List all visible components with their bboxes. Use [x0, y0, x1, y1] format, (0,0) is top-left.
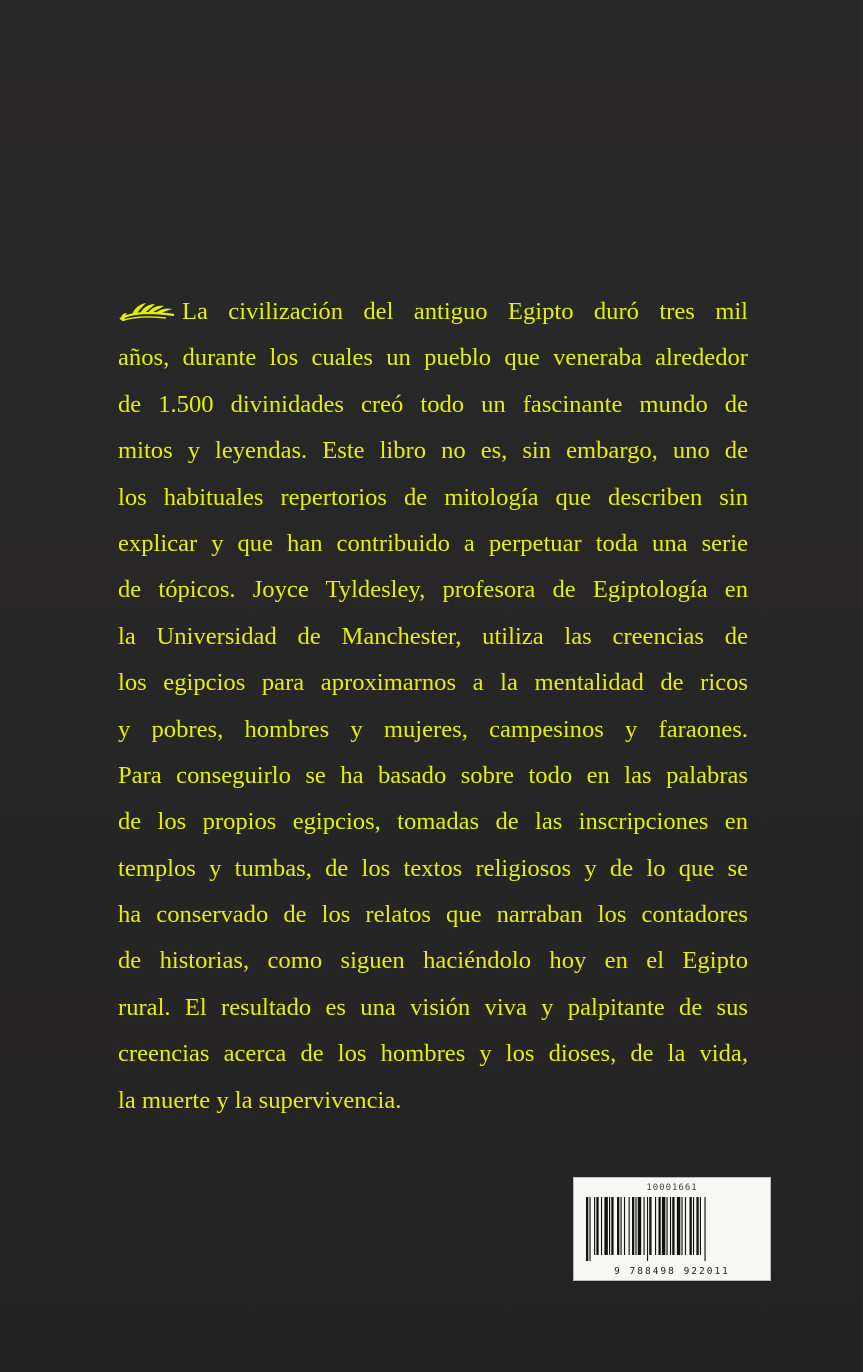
barcode-bar	[604, 1197, 607, 1255]
barcode-bars	[582, 1197, 762, 1261]
barcode-bar	[649, 1197, 651, 1255]
barcode-bar	[611, 1197, 613, 1255]
barcode-bar	[609, 1197, 610, 1255]
blurb-line-16: rural. El resultado es una visión viva y palpitante de sus	[118, 993, 748, 1021]
barcode-bar	[596, 1197, 598, 1255]
blurb-line-text: La civilización del antiguo Egipto duró tres mil	[182, 298, 748, 325]
blurb-text	[118, 289, 748, 1124]
blurb-line-10: y pobres, hombres y mujeres, campesinos y faraones.	[118, 715, 748, 743]
blurb-line-8: la Universidad de Manchester, utiliza las creencias de	[118, 622, 748, 650]
blurb-line-1	[118, 289, 748, 335]
barcode-bar	[647, 1197, 648, 1261]
barcode-bar	[670, 1197, 671, 1255]
isbn-barcode	[573, 1177, 771, 1281]
blurb-line-12: de los propios egipcios, tomadas de las inscripciones en	[118, 808, 748, 836]
barcode-top-number: 10001661	[646, 1183, 698, 1193]
blurb-line-6: explicar y que han contribuido a perpetuar toda una serie	[118, 529, 748, 557]
barcode-bar	[677, 1197, 680, 1255]
isbn-digits: 9 788498 922011	[614, 1266, 730, 1277]
barcode-bar	[655, 1197, 656, 1255]
blurb-line-7: de tópicos. Joyce Tyldesley, profesora de Egiptología en	[118, 576, 748, 604]
barcode-bar	[704, 1197, 705, 1261]
barcode-bar	[696, 1197, 698, 1255]
barcode-bar	[693, 1197, 694, 1255]
barcode-bar	[594, 1197, 595, 1255]
barcode-bar	[617, 1197, 619, 1255]
blurb-line-13: templos y tumbas, de los textos religiosos y de lo que se	[118, 854, 748, 882]
blurb-line-3: de 1.500 divinidades creó todo un fascinante mundo de	[118, 390, 748, 418]
papyrus-scroll-ornament-icon	[118, 299, 176, 325]
blurb-line-15: de historias, como siguen haciéndolo hoy en el Egipto	[118, 947, 748, 975]
barcode-bar	[672, 1197, 674, 1255]
barcode-bar	[621, 1197, 622, 1255]
blurb-line-14: ha conservado de los relatos que narraban los contadores	[118, 901, 748, 929]
barcode-bar	[601, 1197, 602, 1255]
blurb-line-18: la muerte y la supervivencia.	[118, 1086, 402, 1114]
blurb-line-5: los habituales repertorios de mitología que describen sin	[118, 483, 748, 511]
barcode-bar	[589, 1197, 590, 1261]
barcode-bar	[700, 1197, 701, 1255]
barcode-bar	[638, 1197, 641, 1255]
barcode-bar	[632, 1197, 634, 1255]
blurb-line-9: los egipcios para aproximarnos a la mentalidad de ricos	[118, 669, 748, 697]
blurb-line-4: mitos y leyendas. Este libro no es, sin embargo, uno de	[118, 437, 748, 465]
barcode-bar	[644, 1197, 645, 1255]
barcode-bar	[658, 1197, 660, 1255]
barcode-bar	[667, 1197, 668, 1255]
barcode-bar	[690, 1197, 692, 1255]
barcode-bar	[662, 1197, 665, 1255]
barcode-bar	[629, 1197, 630, 1255]
barcode-bar	[635, 1197, 636, 1255]
blurb-line-17: creencias acerca de los hombres y los dioses, de la vida,	[118, 1040, 748, 1068]
barcode-bar	[586, 1197, 588, 1261]
barcode-bar	[681, 1197, 682, 1255]
barcode-bar	[624, 1197, 625, 1255]
barcode-bar	[685, 1197, 686, 1255]
blurb-line-2: años, durante los cuales un pueblo que veneraba alrededor	[118, 344, 748, 372]
blurb-line-11: Para conseguirlo se ha basado sobre todo en las palabras	[118, 761, 748, 789]
